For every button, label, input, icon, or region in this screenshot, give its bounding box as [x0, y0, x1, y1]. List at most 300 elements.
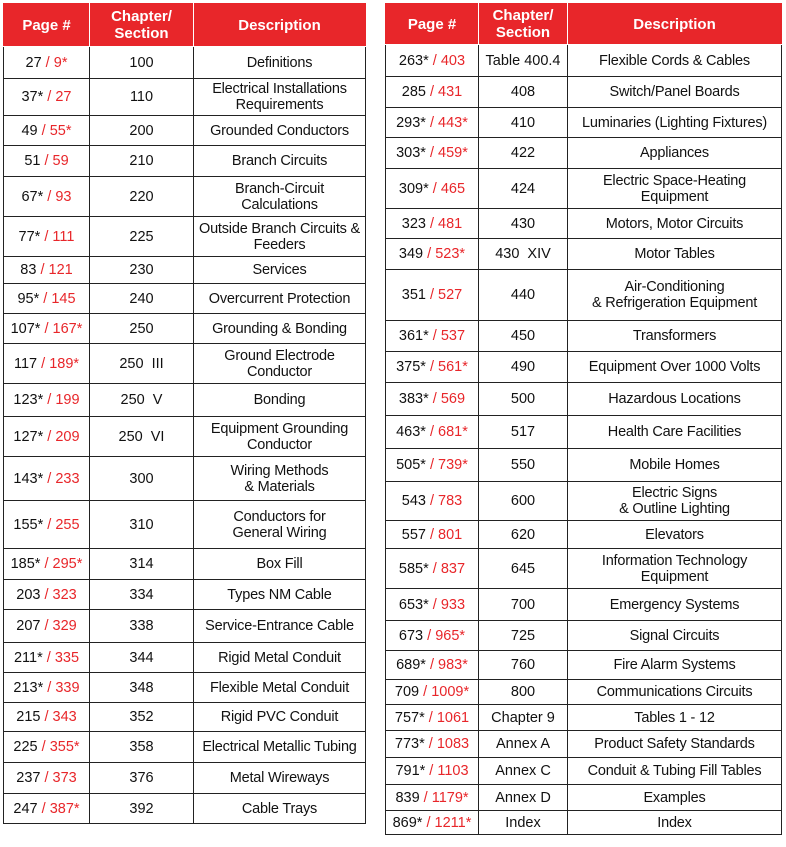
new-page-number: 739* [438, 457, 468, 473]
chapter-section-cell: 300 [90, 457, 194, 501]
description-cell [194, 610, 366, 643]
description-cell [568, 239, 782, 270]
page-separator: / [428, 328, 441, 344]
table-row [386, 270, 782, 321]
chapter-section-cell: 344 [90, 643, 194, 673]
description-line: Conduit & Tubing Fill Tables [587, 763, 762, 779]
description-line: & Refrigeration Equipment [591, 295, 758, 311]
description-line: & Materials [244, 478, 315, 495]
description-cell [568, 758, 782, 785]
page-number-cell [386, 169, 479, 209]
page-number-cell [4, 79, 90, 116]
chapter-section-cell: Annex D [479, 785, 568, 811]
new-page-number: 27 [55, 89, 72, 105]
old-page-number: 203 [16, 586, 41, 603]
page-separator: / [425, 84, 439, 100]
old-page-number: 505* [396, 457, 426, 473]
description-cell [568, 209, 782, 239]
page-separator: / [40, 556, 53, 572]
page-number-cell [4, 177, 90, 217]
old-page-number: 543 [401, 493, 426, 509]
old-page-number: 383* [398, 391, 429, 407]
page-number-cell [4, 580, 90, 610]
description-line: Flexible Metal Conduit [209, 679, 350, 696]
new-page-number: 145 [51, 290, 76, 307]
table-row [4, 417, 366, 457]
new-page-number: 481 [438, 215, 463, 232]
description-cell [568, 270, 782, 321]
old-page-number: 117 [13, 355, 38, 372]
old-page-number: 653* [398, 596, 429, 613]
page-separator: / [43, 470, 56, 487]
page-number-cell [4, 703, 90, 732]
page-number-cell [4, 314, 90, 344]
page-separator: / [36, 262, 49, 278]
description-line: Overcurrent Protection [208, 290, 351, 307]
old-page-number: 185* [10, 556, 41, 572]
description-cell [568, 521, 782, 549]
old-page-number: 361* [398, 328, 429, 344]
description-line: Appliances [640, 145, 709, 161]
old-page-number: 309* [398, 180, 429, 197]
chapter-section-cell: 430 XIV [479, 239, 568, 270]
old-page-number: 323 [401, 215, 426, 232]
chapter-section-cell: 250 VI [90, 417, 194, 457]
description-cell [568, 549, 782, 589]
new-page-number: 255 [55, 516, 80, 533]
description-cell [194, 344, 366, 384]
description-cell [568, 589, 782, 621]
table-row [386, 731, 782, 758]
page-separator: / [425, 526, 439, 543]
page-separator: / [40, 153, 53, 169]
page-number-cell [386, 680, 479, 705]
page-separator: / [425, 457, 439, 473]
page-separator: / [425, 114, 439, 131]
description-cell [568, 383, 782, 416]
chapter-section-cell: 700 [479, 589, 568, 621]
chapter-section-cell: Chapter 9 [479, 705, 568, 731]
table-row [4, 610, 366, 643]
chapter-section-cell: 408 [479, 77, 568, 108]
old-page-number: 351 [401, 287, 426, 303]
new-page-number: 9* [53, 54, 68, 71]
description-line: Feeders [253, 236, 306, 253]
chapter-section-cell: 620 [479, 521, 568, 549]
table-row [386, 680, 782, 705]
old-page-number: 127* [13, 428, 44, 445]
description-line: Fire Alarm Systems [613, 657, 736, 673]
table-row [4, 794, 366, 824]
description-cell [568, 321, 782, 352]
page-separator: / [43, 516, 56, 533]
description-line: Communications Circuits [596, 684, 753, 700]
description-line: Wiring Methods [230, 462, 329, 479]
chapter-section-cell: 220 [90, 177, 194, 217]
page-separator: / [40, 228, 53, 245]
page-number-cell [386, 416, 479, 449]
description-line: General Wiring [232, 524, 327, 541]
description-cell [194, 217, 366, 257]
old-page-number: 213* [13, 679, 44, 696]
description-line: Branch Circuits [231, 153, 328, 169]
page-separator: / [425, 145, 439, 161]
table-row [386, 383, 782, 416]
chapter-section-cell: 424 [479, 169, 568, 209]
description-line: Electric Signs [631, 485, 718, 501]
description-cell [194, 580, 366, 610]
page-number-cell [4, 284, 90, 314]
chapter-section-cell: 240 [90, 284, 194, 314]
table-row [4, 314, 366, 344]
new-page-number: 59 [52, 153, 69, 169]
description-line: Grounding & Bonding [212, 320, 347, 337]
old-page-number: 225 [13, 739, 38, 755]
page-number-cell [386, 138, 479, 169]
table-row [386, 239, 782, 270]
new-page-number: 93 [55, 188, 72, 205]
new-page-number: 1009* [431, 684, 470, 700]
description-cell [194, 732, 366, 763]
description-line: Cable Trays [241, 800, 318, 817]
page-separator: / [425, 493, 439, 509]
page-separator: / [422, 814, 435, 831]
table-row [4, 257, 366, 284]
table-row [386, 321, 782, 352]
description-line: Requirements [235, 97, 324, 113]
table-row [4, 384, 366, 417]
index-table-left [3, 3, 366, 824]
page-number-cell [4, 673, 90, 703]
page-separator: / [425, 215, 439, 232]
new-page-number: 323 [52, 586, 77, 603]
chapter-section-cell: 410 [479, 108, 568, 138]
description-cell [568, 45, 782, 77]
old-page-number: 107* [10, 320, 41, 337]
chapter-section-cell: 645 [479, 549, 568, 589]
chapter-section-cell: 600 [479, 482, 568, 521]
new-page-number: 681* [438, 424, 468, 440]
page-number-cell [386, 758, 479, 785]
new-page-number: 189* [49, 355, 80, 372]
description-cell [194, 501, 366, 549]
description-line: Conductors for [233, 508, 326, 525]
table-row [386, 811, 782, 835]
page-number-cell [386, 621, 479, 651]
new-page-number: 465 [440, 180, 466, 197]
chapter-section-cell: 334 [90, 580, 194, 610]
chapter-section-cell: Annex A [479, 731, 568, 758]
page-separator: / [425, 763, 438, 779]
old-page-number: 211* [13, 649, 43, 666]
new-page-number: 431 [438, 84, 463, 100]
page-number-cell [386, 482, 479, 521]
page-separator: / [37, 800, 50, 817]
description-cell [194, 47, 366, 79]
header-chapter: Chapter/ Section [479, 4, 568, 45]
description-line: Equipment [640, 188, 709, 205]
table-row [4, 47, 366, 79]
description-cell [568, 705, 782, 731]
old-page-number: 585* [398, 560, 429, 577]
table-row [4, 177, 366, 217]
description-cell [568, 449, 782, 482]
new-page-number: 1083 [436, 736, 470, 752]
page-number-cell [4, 47, 90, 79]
table-row [4, 703, 366, 732]
page-number-cell [386, 651, 479, 680]
description-cell [568, 108, 782, 138]
description-cell [194, 177, 366, 217]
new-page-number: 403 [440, 52, 466, 69]
chapter-section-cell: 440 [479, 270, 568, 321]
page-number-cell [4, 643, 90, 673]
description-cell [194, 384, 366, 417]
page-number-cell [386, 209, 479, 239]
page-separator: / [43, 428, 56, 445]
old-page-number: 349 [398, 246, 424, 262]
table-row [4, 146, 366, 177]
old-page-number: 303* [396, 145, 426, 161]
table-row [386, 758, 782, 785]
chapter-section-cell: Annex C [479, 758, 568, 785]
description-line: Conductor [246, 436, 313, 453]
new-page-number: 233 [55, 470, 80, 487]
page-number-cell [386, 731, 479, 758]
old-page-number: 557 [401, 526, 426, 543]
chapter-section-cell: Table 400.4 [479, 45, 568, 77]
page-number-cell [4, 794, 90, 824]
new-page-number: 1179* [431, 789, 469, 806]
page-number-cell [4, 384, 90, 417]
chapter-section-cell: 110 [90, 79, 194, 116]
table-row [4, 501, 366, 549]
table-row [4, 284, 366, 314]
page-number-cell [386, 589, 479, 621]
new-page-number: 801 [438, 526, 463, 543]
chapter-section-cell: 230 [90, 257, 194, 284]
new-page-number: 355* [49, 739, 80, 755]
description-cell [568, 785, 782, 811]
page-number-cell [4, 610, 90, 643]
page-number-cell [4, 257, 90, 284]
page-separator: / [424, 709, 437, 726]
page-number-cell [386, 449, 479, 482]
chapter-section-cell: 490 [479, 352, 568, 383]
description-cell [568, 680, 782, 705]
chapter-section-cell: 250 V [90, 384, 194, 417]
description-cell [568, 77, 782, 108]
page-separator: / [419, 684, 432, 700]
page-number-cell [386, 705, 479, 731]
page-number-cell [386, 321, 479, 352]
new-page-number: 837 [440, 560, 466, 577]
page-number-cell [4, 217, 90, 257]
new-page-number: 527 [438, 287, 463, 303]
description-cell [194, 457, 366, 501]
new-page-number: 459* [438, 145, 468, 161]
table-row [386, 108, 782, 138]
new-page-number: 443* [438, 114, 468, 131]
new-page-number: 121 [48, 262, 73, 278]
description-line: Elevators [645, 526, 704, 543]
description-line: Grounded Conductors [210, 122, 349, 139]
page-number-cell [386, 785, 479, 811]
page-separator: / [419, 789, 432, 806]
new-page-number: 339 [55, 679, 80, 696]
description-cell [194, 116, 366, 146]
index-table-right [385, 3, 782, 835]
new-page-number: 523* [435, 246, 466, 262]
page-separator: / [43, 89, 56, 105]
description-line: Equipment [640, 568, 709, 585]
description-line: Equipment Grounding [210, 420, 349, 437]
page-separator: / [423, 627, 436, 644]
description-line: Signal Circuits [629, 627, 720, 644]
header-description: Description [568, 4, 782, 45]
old-page-number: 37* [21, 89, 44, 105]
table-row [4, 116, 366, 146]
table-row [386, 138, 782, 169]
description-line: Ground Electrode [224, 347, 335, 364]
description-line: Motor Tables [634, 246, 715, 262]
description-line: Luminaries (Lighting Fixtures) [582, 114, 767, 131]
page-number-cell [386, 45, 479, 77]
old-page-number: 215 [16, 709, 41, 725]
new-page-number: 295* [52, 556, 83, 572]
old-page-number: 709 [394, 684, 420, 700]
page-separator: / [428, 180, 441, 197]
new-page-number: 1061 [436, 709, 470, 726]
table-row [4, 643, 366, 673]
description-cell [194, 703, 366, 732]
table-row [4, 580, 366, 610]
description-line: Branch-Circuit [234, 180, 325, 197]
chapter-section-cell: 338 [90, 610, 194, 643]
description-cell [568, 416, 782, 449]
description-cell [568, 482, 782, 521]
page-number-cell [386, 270, 479, 321]
description-line: Switch/Panel Boards [609, 84, 740, 100]
description-cell [194, 257, 366, 284]
new-page-number: 387* [49, 800, 80, 817]
table-row [4, 763, 366, 794]
page-number-cell [4, 146, 90, 177]
new-page-number: 343 [52, 709, 77, 725]
header-row [4, 4, 366, 47]
header-page: Page # [4, 4, 90, 47]
new-page-number: 329 [52, 618, 77, 634]
description-line: Transformers [632, 328, 717, 344]
page-separator: / [43, 392, 56, 408]
description-cell [568, 731, 782, 758]
table-row [386, 209, 782, 239]
old-page-number: 95* [17, 290, 40, 307]
header-chapter: Chapter/ Section [90, 4, 194, 47]
new-page-number: 111 [52, 228, 75, 245]
new-page-number: 199 [55, 392, 80, 408]
description-line: Rigid Metal Conduit [218, 649, 341, 666]
description-line: Tables 1 - 12 [634, 709, 715, 726]
chapter-section-cell: 200 [90, 116, 194, 146]
description-cell [194, 549, 366, 580]
header-page: Page # [386, 4, 479, 45]
new-page-number: 537 [440, 328, 466, 344]
old-page-number: 869* [392, 814, 423, 831]
page-separator: / [37, 739, 50, 755]
table-row [386, 651, 782, 680]
chapter-section-cell: 760 [479, 651, 568, 680]
page-separator: / [43, 188, 56, 205]
page-separator: / [424, 736, 437, 752]
description-line: Electrical Installations [212, 81, 347, 97]
table-row [4, 732, 366, 763]
chapter-section-cell: 376 [90, 763, 194, 794]
chapter-section-cell: 352 [90, 703, 194, 732]
chapter-section-cell: Index [479, 811, 568, 835]
new-page-number: 1103 [437, 763, 469, 779]
page-number-cell [386, 811, 479, 835]
table-row [4, 549, 366, 580]
new-page-number: 965* [435, 627, 466, 644]
chapter-section-cell: 392 [90, 794, 194, 824]
description-line: Outside Branch Circuits & [198, 220, 360, 237]
old-page-number: 247 [13, 800, 38, 817]
table-row [386, 45, 782, 77]
page-number-cell [386, 77, 479, 108]
page-separator: / [43, 679, 56, 696]
description-line: Electrical Metallic Tubing [202, 739, 357, 755]
description-line: Calculations [241, 196, 318, 213]
description-cell [568, 138, 782, 169]
page-number-cell [386, 383, 479, 416]
description-line: Motors, Motor Circuits [605, 215, 744, 232]
table-row [4, 79, 366, 116]
description-cell [194, 79, 366, 116]
page-separator: / [42, 649, 55, 666]
description-cell [194, 314, 366, 344]
page-separator: / [37, 355, 50, 372]
description-line: Flexible Cords & Cables [599, 52, 750, 69]
chapter-section-cell: 210 [90, 146, 194, 177]
page-number-cell [386, 352, 479, 383]
page-number-cell [386, 521, 479, 549]
description-line: Electric Space-Heating [602, 172, 747, 189]
page-separator: / [39, 290, 52, 307]
description-line: Emergency Systems [609, 596, 740, 613]
description-line: Services [252, 262, 307, 278]
chapter-section-cell: 310 [90, 501, 194, 549]
page-separator: / [428, 391, 441, 407]
page-separator: / [428, 52, 441, 69]
page-separator: / [425, 424, 439, 440]
description-line: & Outline Lighting [619, 501, 730, 517]
old-page-number: 263* [398, 52, 429, 69]
description-cell [194, 673, 366, 703]
old-page-number: 155* [13, 516, 44, 533]
page-number-cell [4, 344, 90, 384]
old-page-number: 375* [396, 359, 426, 375]
old-page-number: 207 [16, 618, 41, 634]
page-separator: / [428, 560, 441, 577]
page-number-cell [4, 417, 90, 457]
description-cell [194, 284, 366, 314]
description-line: Rigid PVC Conduit [220, 709, 339, 725]
chapter-section-cell: 500 [479, 383, 568, 416]
chapter-section-cell: 550 [479, 449, 568, 482]
old-page-number: 285 [401, 84, 426, 100]
description-line: Metal Wireways [229, 770, 330, 786]
